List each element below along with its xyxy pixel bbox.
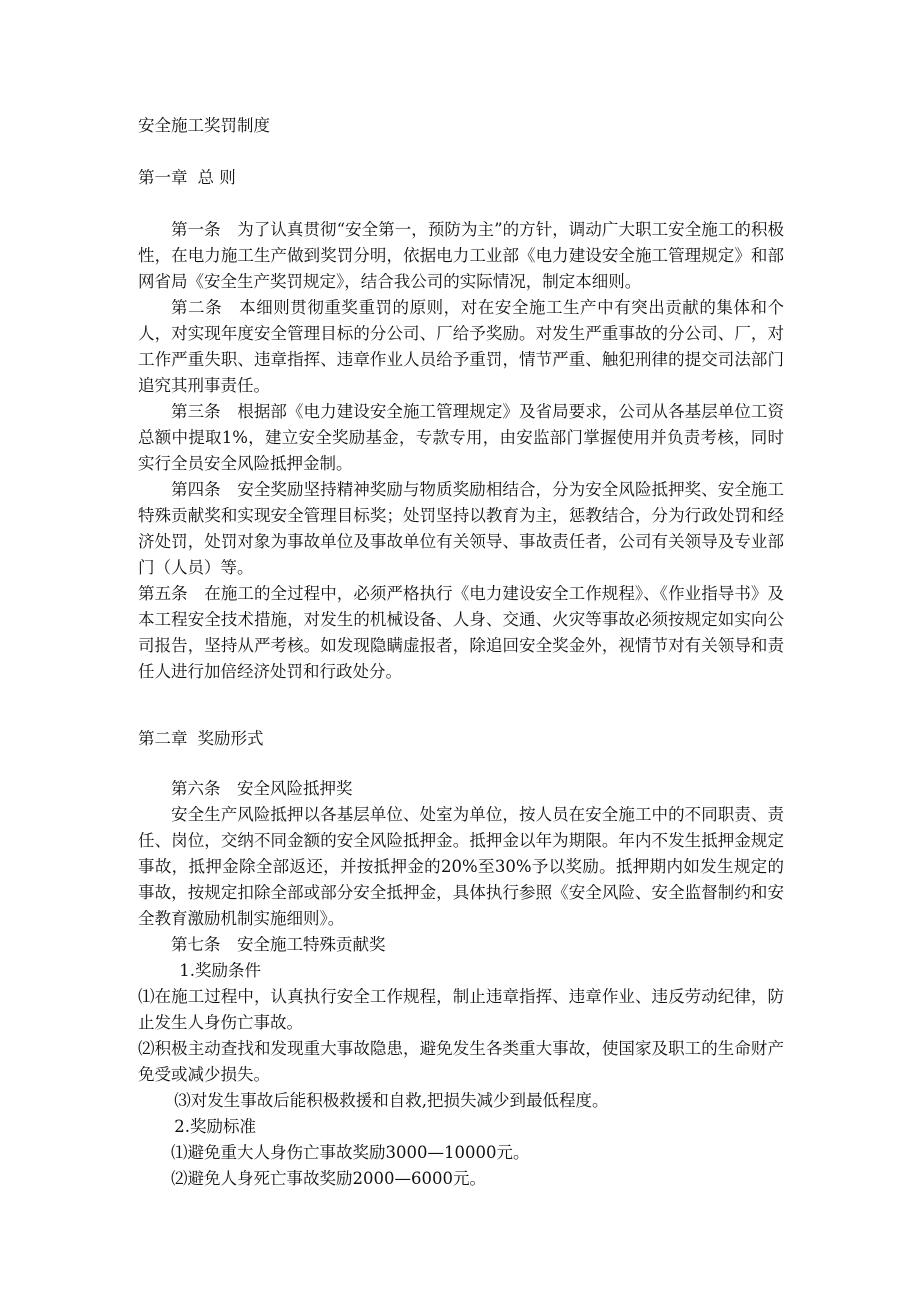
chapter-1-number: 第一章 [138,168,188,187]
conditions-heading: 1.奖励条件 [179,961,261,980]
standards-heading: 2.奖励标准 [174,1117,257,1136]
chapter-2-heading [138,727,264,751]
condition-item: ⑴在施工过程中，认真执行安全工作规程，制止违章指挥、违章作业、违反劳动纪律，防止发生人身伤亡事故。 [138,987,784,1032]
article-6-body: 安全生产风险抵押以各基层单位、处室为单位，按人员在安全施工中的不同职责、责任、岗位，交纳不同金额的安全风险抵押金。抵押金以年为期限。年内不发生抵押金规定事故，抵押金除全部返还，并按抵押金的20%至30%予以奖励。抵押期内如发生规定的事故，按规定扣除全部或部分安全抵押金，具体执行参照《安全风险、安全监督制约和安全教育激励机制实施细则》。 [138,805,784,928]
article-4: 第四条 安全奖励坚持精神奖励与物质奖励相结合，分为安全风险抵押奖、安全施工特殊贡献奖和实现安全管理目标奖；处罚坚持以教育为主，惩教结合，分为行政处罚和经济处罚，处罚对象为事故单位及事故单位有关领导、事故责任者，公司有关领导及专业部门（人员）等。 [138,480,784,577]
article-6-title: 第六条 安全风险抵押奖 [171,779,353,798]
article-5: 第五条 在施工的全过程中，必须严格执行《电力建设安全工作规程》、《作业指导书》及本工程安全技术措施，对发生的机械设备、人身、交通、火灾等事故必须按规定如实向公司报告，坚持从严考核。如发现隐瞒虚报者，除追回安全奖金外，视情节对有关领导和责任人进行加倍经济处罚和行政处分。 [138,584,784,681]
chapter-1-title: 总 则 [197,168,236,187]
standard-item: ⑴避免重大人身伤亡事故奖励3000—10000元。 [171,1143,530,1162]
article-1: 第一条 为了认真贯彻“安全第一，预防为主”的方针，调动广大职工安全施工的积极性，在电力施工生产做到奖罚分明，依据电力工业部《电力建设安全施工管理规定》和部网省局《安全生产奖罚规定》，结合我公司的实际情况，制定本细则。 [138,220,784,291]
chapter-1-body [138,217,784,685]
condition-item: ⑵积极主动查找和发现重大事故隐患，避免发生各类重大事故，使国家及职工的生命财产免受或减少损失。 [138,1039,784,1084]
article-2: 第二条 本细则贯彻重奖重罚的原则，对在安全施工生产中有突出贡献的集体和个人，对实现年度安全管理目标的分公司、厂给予奖励。对发生严重事故的分公司、厂，对工作严重失职、违章指挥、违章作业人员给予重罚，情节严重、触犯刑律的提交司法部门追究其刑事责任。 [138,298,784,395]
chapter-2-body [138,776,784,1192]
article-7-title: 第七条 安全施工特殊贡献奖 [171,935,386,954]
article-3: 第三条 根据部《电力建设安全施工管理规定》及省局要求，公司从各基层单位工资总额中提取1%，建立安全奖励基金，专款专用，由安监部门掌握使用并负责考核，同时实行全员安全风险抵押金制。 [138,402,784,473]
chapter-2-number: 第二章 [138,729,188,748]
chapter-2-title: 奖励形式 [197,729,264,748]
document-title: 安全施工奖罚制度 [138,116,270,135]
chapter-1-heading [138,166,236,190]
standard-item: ⑵避免人身死亡事故奖励2000—6000元。 [171,1169,486,1188]
condition-item: ⑶对发生事故后能积极救援和自救,把损失减少到最低程度。 [174,1091,609,1110]
